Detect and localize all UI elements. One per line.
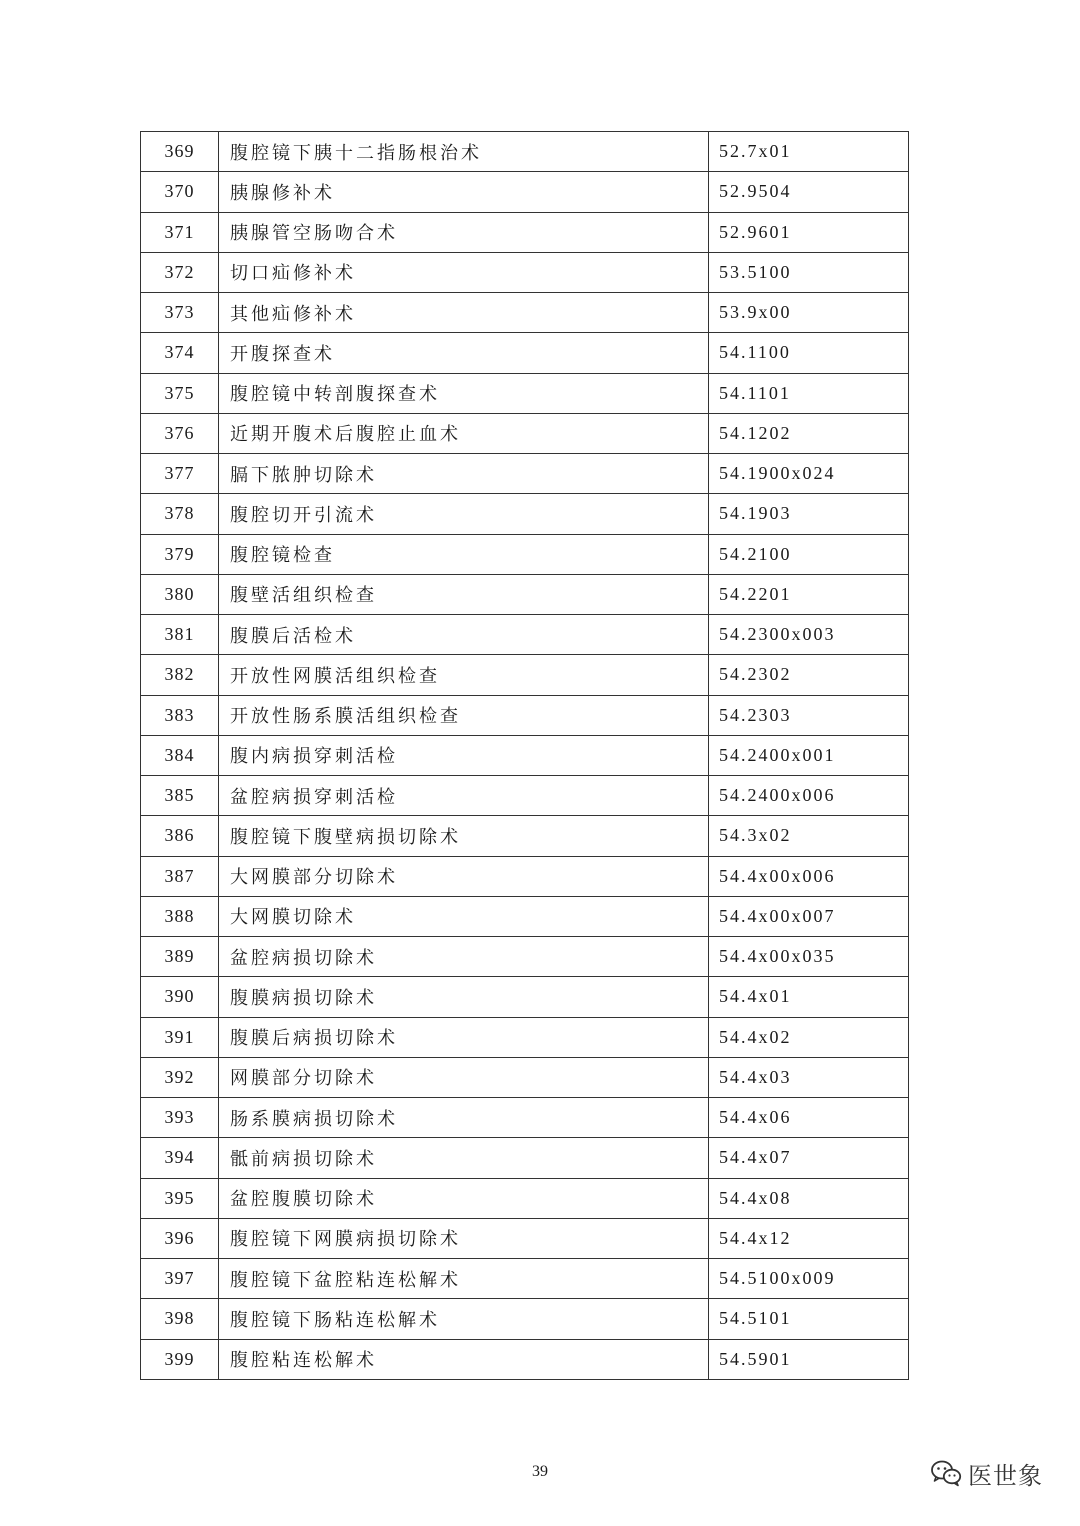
row-number-cell: 387 (141, 856, 219, 896)
row-number-cell: 371 (141, 212, 219, 252)
row-number-cell: 395 (141, 1178, 219, 1218)
table-row (141, 1057, 909, 1097)
table-row (141, 252, 909, 292)
procedure-table (140, 131, 909, 1380)
row-number-cell: 374 (141, 333, 219, 373)
row-number-cell: 377 (141, 454, 219, 494)
table-row (141, 172, 909, 212)
procedure-name-cell: 腹腔镜下胰十二指肠根治术 (219, 132, 709, 172)
procedure-name-cell: 肠系膜病损切除术 (219, 1098, 709, 1138)
procedure-name-cell: 腹膜后活检术 (219, 615, 709, 655)
table-row (141, 1299, 909, 1339)
procedure-code-cell: 54.1100 (709, 333, 909, 373)
table-row (141, 454, 909, 494)
procedure-name-cell: 近期开腹术后腹腔止血术 (219, 413, 709, 453)
procedure-name-cell: 腹膜后病损切除术 (219, 1017, 709, 1057)
table-row (141, 735, 909, 775)
row-number-cell: 370 (141, 172, 219, 212)
row-number-cell: 397 (141, 1259, 219, 1299)
procedure-code-cell: 53.9x00 (709, 293, 909, 333)
row-number-cell: 386 (141, 816, 219, 856)
procedure-code-cell: 54.5901 (709, 1339, 909, 1379)
table-row (141, 776, 909, 816)
row-number-cell: 373 (141, 293, 219, 333)
table-row (141, 574, 909, 614)
row-number-cell: 369 (141, 132, 219, 172)
row-number-cell: 380 (141, 574, 219, 614)
table-row (141, 1178, 909, 1218)
procedure-name-cell: 腹腔镜检查 (219, 534, 709, 574)
procedure-name-cell: 网膜部分切除术 (219, 1057, 709, 1097)
table-row (141, 937, 909, 977)
row-number-cell: 384 (141, 735, 219, 775)
table-row (141, 655, 909, 695)
procedure-name-cell: 腹腔镜下肠粘连松解术 (219, 1299, 709, 1339)
row-number-cell: 382 (141, 655, 219, 695)
row-number-cell: 372 (141, 252, 219, 292)
table-row (141, 333, 909, 373)
watermark (930, 1456, 1043, 1490)
row-number-cell: 389 (141, 937, 219, 977)
row-number-cell: 394 (141, 1138, 219, 1178)
table-row (141, 132, 909, 172)
procedure-name-cell: 腹腔镜中转剖腹探查术 (219, 373, 709, 413)
table-row (141, 977, 909, 1017)
procedure-code-cell: 54.5100x009 (709, 1259, 909, 1299)
procedure-name-cell: 腹膜病损切除术 (219, 977, 709, 1017)
table-row (141, 373, 909, 413)
page-number: 39 (532, 1463, 548, 1480)
table-row (141, 856, 909, 896)
procedure-name-cell: 腹腔切开引流术 (219, 494, 709, 534)
procedure-code-cell: 54.4x00x006 (709, 856, 909, 896)
table-row (141, 816, 909, 856)
procedure-name-cell: 开放性肠系膜活组织检查 (219, 695, 709, 735)
procedure-code-cell: 53.5100 (709, 252, 909, 292)
table-row (141, 293, 909, 333)
table-row (141, 1138, 909, 1178)
row-number-cell: 383 (141, 695, 219, 735)
table-body (141, 132, 909, 1380)
procedure-name-cell: 盆腔病损穿刺活检 (219, 776, 709, 816)
table-row (141, 1218, 909, 1258)
procedure-code-cell: 54.4x00x035 (709, 937, 909, 977)
procedure-name-cell: 膈下脓肿切除术 (219, 454, 709, 494)
table-row (141, 1259, 909, 1299)
procedure-name-cell: 腹腔镜下盆腔粘连松解术 (219, 1259, 709, 1299)
procedure-code-cell: 54.2400x006 (709, 776, 909, 816)
procedure-name-cell: 腹壁活组织检查 (219, 574, 709, 614)
procedure-name-cell: 大网膜切除术 (219, 896, 709, 936)
procedure-code-cell: 54.2201 (709, 574, 909, 614)
row-number-cell: 385 (141, 776, 219, 816)
row-number-cell: 396 (141, 1218, 219, 1258)
procedure-name-cell: 盆腔腹膜切除术 (219, 1178, 709, 1218)
table-row (141, 1017, 909, 1057)
table-row (141, 615, 909, 655)
procedure-code-cell: 54.4x03 (709, 1057, 909, 1097)
procedure-code-cell: 52.9601 (709, 212, 909, 252)
procedure-code-cell: 54.2300x003 (709, 615, 909, 655)
procedure-code-cell: 54.2100 (709, 534, 909, 574)
procedure-code-cell: 54.4x07 (709, 1138, 909, 1178)
table-row (141, 695, 909, 735)
table-row (141, 896, 909, 936)
row-number-cell: 388 (141, 896, 219, 936)
procedure-code-cell: 54.1101 (709, 373, 909, 413)
table-row (141, 534, 909, 574)
procedure-code-cell: 54.4x06 (709, 1098, 909, 1138)
procedure-code-cell: 54.4x12 (709, 1218, 909, 1258)
procedure-code-cell: 54.4x02 (709, 1017, 909, 1057)
wechat-icon (930, 1459, 962, 1487)
procedure-name-cell: 大网膜部分切除术 (219, 856, 709, 896)
procedure-name-cell: 腹内病损穿刺活检 (219, 735, 709, 775)
table-row (141, 494, 909, 534)
procedure-code-cell: 52.7x01 (709, 132, 909, 172)
procedure-code-cell: 54.2302 (709, 655, 909, 695)
procedure-code-cell: 54.2303 (709, 695, 909, 735)
procedure-name-cell: 其他疝修补术 (219, 293, 709, 333)
procedure-name-cell: 腹腔粘连松解术 (219, 1339, 709, 1379)
row-number-cell: 392 (141, 1057, 219, 1097)
procedure-code-cell: 54.5101 (709, 1299, 909, 1339)
procedure-code-cell: 54.4x08 (709, 1178, 909, 1218)
row-number-cell: 381 (141, 615, 219, 655)
procedure-code-cell: 54.3x02 (709, 816, 909, 856)
procedure-name-cell: 胰腺修补术 (219, 172, 709, 212)
row-number-cell: 391 (141, 1017, 219, 1057)
procedure-name-cell: 切口疝修补术 (219, 252, 709, 292)
row-number-cell: 393 (141, 1098, 219, 1138)
procedure-code-cell: 54.1900x024 (709, 454, 909, 494)
procedure-name-cell: 腹腔镜下腹壁病损切除术 (219, 816, 709, 856)
procedure-code-cell: 54.4x00x007 (709, 896, 909, 936)
procedure-name-cell: 骶前病损切除术 (219, 1138, 709, 1178)
row-number-cell: 378 (141, 494, 219, 534)
table-row (141, 212, 909, 252)
procedure-code-cell: 54.2400x001 (709, 735, 909, 775)
procedure-code-cell: 54.4x01 (709, 977, 909, 1017)
row-number-cell: 376 (141, 413, 219, 453)
row-number-cell: 398 (141, 1299, 219, 1339)
procedure-name-cell: 开放性网膜活组织检查 (219, 655, 709, 695)
procedure-name-cell: 腹腔镜下网膜病损切除术 (219, 1218, 709, 1258)
procedure-name-cell: 盆腔病损切除术 (219, 937, 709, 977)
watermark-text: 医世象 (968, 1461, 1043, 1490)
row-number-cell: 399 (141, 1339, 219, 1379)
row-number-cell: 390 (141, 977, 219, 1017)
procedure-name-cell: 胰腺管空肠吻合术 (219, 212, 709, 252)
row-number-cell: 375 (141, 373, 219, 413)
table-row (141, 1098, 909, 1138)
procedure-code-cell: 54.1202 (709, 413, 909, 453)
table-row (141, 413, 909, 453)
procedure-code-cell: 52.9504 (709, 172, 909, 212)
table-row (141, 1339, 909, 1379)
row-number-cell: 379 (141, 534, 219, 574)
procedure-code-cell: 54.1903 (709, 494, 909, 534)
procedure-name-cell: 开腹探查术 (219, 333, 709, 373)
